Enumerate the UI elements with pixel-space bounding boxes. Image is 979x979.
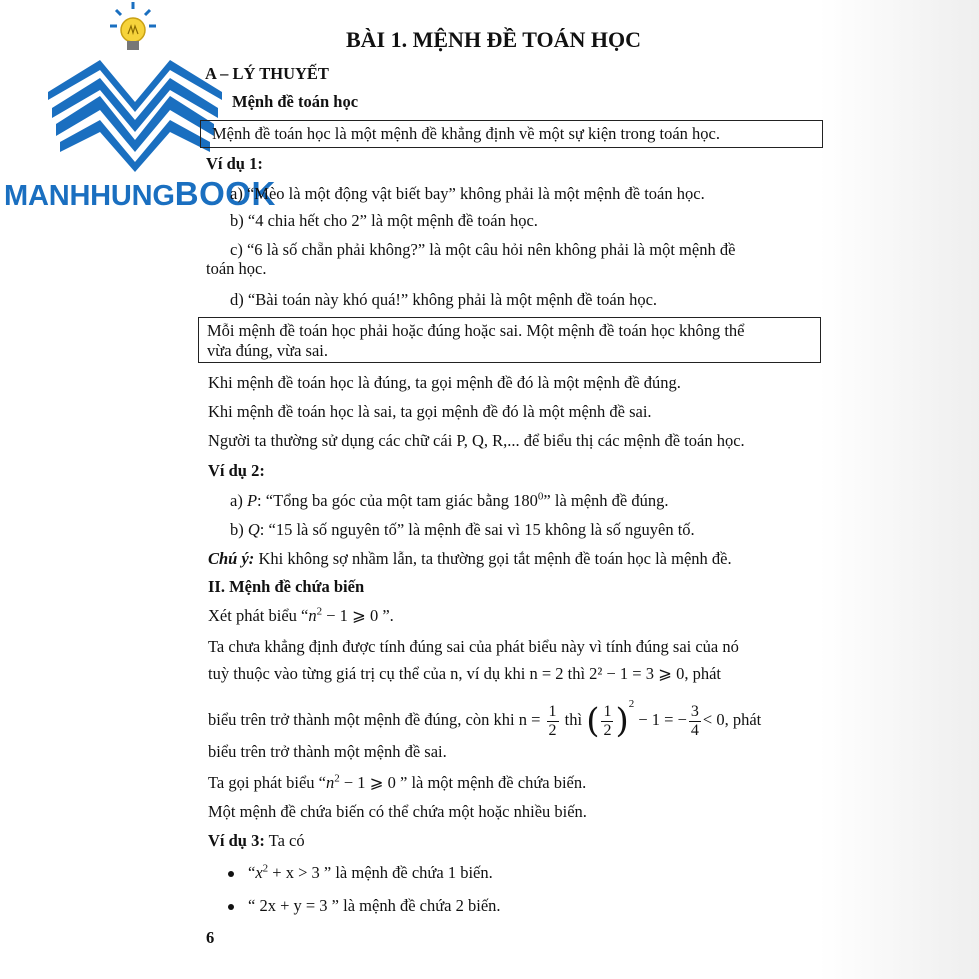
example1-c-line1: c) “6 là số chẵn phải không?” là một câu hỏi nên không phải là một mệnh đề <box>230 240 736 259</box>
note: Chú ý: Khi không sợ nhầm lẫn, ta thường gọi tắt mệnh đề toán học là mệnh đề. <box>208 549 732 568</box>
logo-part1: MANHHUNG <box>4 180 175 212</box>
example1-label: Ví dụ 1: <box>206 154 263 173</box>
example2-a: a) P: “Tổng ba góc của một tam giác bằng $180^0$” là mệnh đề đúng. <box>230 490 669 510</box>
truth-box-line2: vừa đúng, vừa sai. <box>207 341 328 360</box>
bullet-item-1: “$x^2 + x > 3$ ” là mệnh đề chứa 1 biến. <box>228 863 493 883</box>
fraction-one-half-paren: $\frac{1}{2}$ <box>603 702 612 739</box>
example1-a: a) “Mèo là một động vật biết bay” không phải là một mệnh đề toán học. <box>230 184 705 203</box>
example3-label: Ví dụ 3: <box>208 831 265 850</box>
bullet-icon <box>228 904 234 910</box>
fraction-one-half: $\frac{1}{2}$ <box>548 702 557 739</box>
heading-menh-de: Mệnh đề toán học <box>232 92 359 111</box>
page-shadow <box>819 0 979 979</box>
example2-b: b) Q: “15 là số nguyên tố” là mệnh đề sai vì 15 không là số nguyên tố. <box>230 520 695 539</box>
bullet-icon <box>228 871 234 877</box>
para-true: Khi mệnh đề toán học là đúng, ta gọi mệnh đề đó là một mệnh đề đúng. <box>208 373 681 392</box>
para1-line2: tuỳ thuộc vào từng giá trị cụ thể của n, ví dụ khi n = 2 thì 2² − 1 = 3 ⩾ 0, phát <box>208 664 721 683</box>
multi-variable-text: Một mệnh đề chứa biến có thể chứa một hoặc nhiều biến. <box>208 802 587 821</box>
heading-menh-de-chua-bien: II. Mệnh đề chứa biến <box>208 577 365 596</box>
example3: Ví dụ 3: Ta có <box>208 831 305 850</box>
logo-part2: BOOK <box>174 175 276 212</box>
example2-label: Ví dụ 2: <box>208 461 265 480</box>
page-title: BÀI 1. MỆNH ĐỀ TOÁN HỌC <box>346 27 642 52</box>
truth-box-line1: Mỗi mệnh đề toán học phải hoặc đúng hoặc sai. Một mệnh đề toán học không thể <box>207 321 745 340</box>
para1-line1: Ta chưa khẳng định được tính đúng sai của phát biểu này vì tính đúng sai của nó <box>208 637 739 656</box>
section-heading-a: A – LÝ THUYẾT <box>205 64 329 83</box>
para1-line4: biểu trên trở thành một mệnh đề sai. <box>208 742 447 761</box>
para-false: Khi mệnh đề toán học là sai, ta gọi mệnh đề đó là một mệnh đề sai. <box>208 402 652 421</box>
page-number: 6 <box>206 928 215 947</box>
bullet-item-2: “ 2x + y = 3 ” là mệnh đề chứa 2 biến. <box>228 896 501 916</box>
example1-b: b) “4 chia hết cho 2” là một mệnh đề toán học. <box>230 211 538 230</box>
example1-c-line2: toán học. <box>206 259 267 278</box>
call-statement: Ta gọi phát biểu “$n^2 - 1$ ⩾ 0 ” là một mệnh đề chứa biến. <box>208 772 587 792</box>
para-letters: Người ta thường sử dụng các chữ cái P, Q, R,... để biểu thị các mệnh đề toán học. <box>208 431 745 450</box>
definition-text: Mệnh đề toán học là một mệnh đề khẳng định về một sự kiện trong toán học. <box>212 124 720 143</box>
consider-statement: Xét phát biểu “$n^2 - 1$ ⩾ 0 ”. <box>208 605 394 625</box>
note-label: Chú ý: <box>208 549 255 568</box>
fraction-three-quarters: $\frac{3}{4}$ <box>690 702 699 739</box>
para1-line3: biểu trên trở thành một mệnh đề đúng, còn khi n = $\frac{1}{2}$ thì ( $\frac{1}{2}$ )$^2$ − 1 = − $\frac{3}{4}$ < 0, phát <box>208 698 762 742</box>
example1-d: d) “Bài toán này khó quá!” không phải là một mệnh đề toán học. <box>230 290 658 309</box>
